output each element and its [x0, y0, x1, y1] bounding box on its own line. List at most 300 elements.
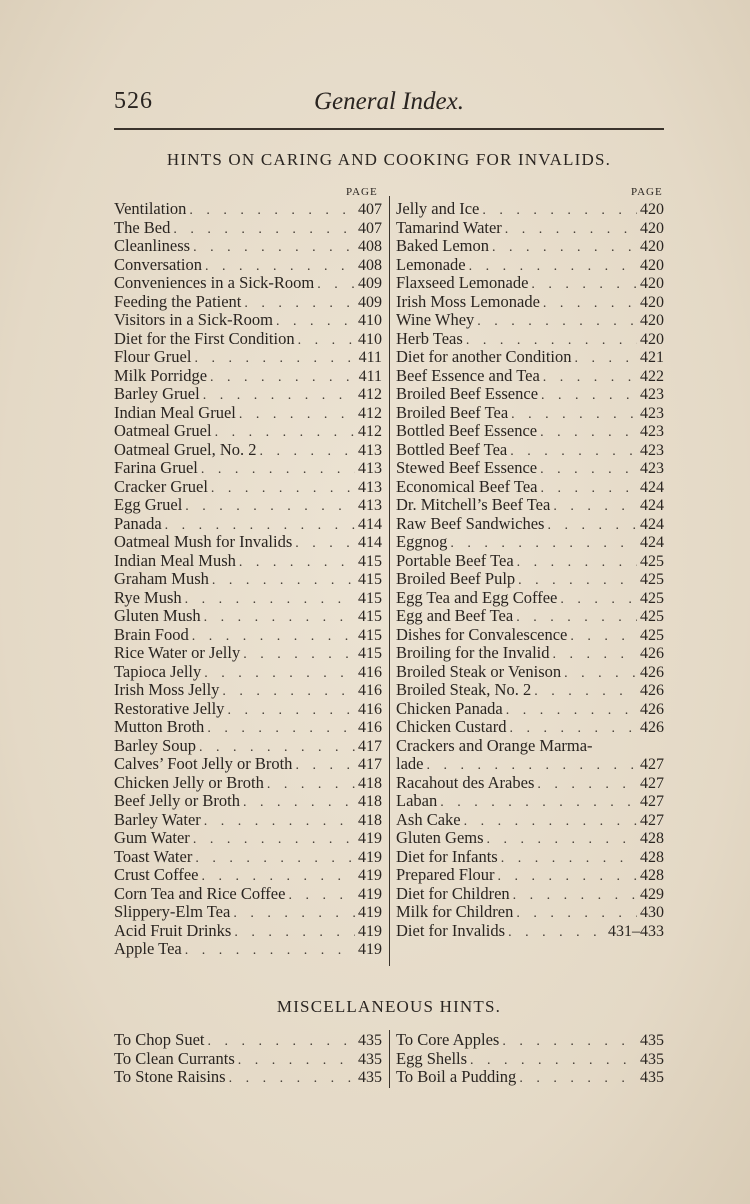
entry-page: 409: [358, 293, 382, 311]
dot-leader: [201, 461, 355, 480]
entry-title: Prepared Flour: [396, 865, 495, 884]
entry-title: Slippery-Elm Tea: [114, 902, 231, 921]
entry-page: 412: [358, 386, 382, 403]
entry-page: 420: [640, 256, 664, 274]
entry-title: Visitors in a Sick-Room: [114, 310, 273, 329]
index-entry: [396, 848, 664, 867]
entry-title: Diet for the First Condition: [114, 328, 295, 348]
index-entry: [396, 718, 664, 737]
entry-page: 412: [358, 423, 382, 440]
index-entry: [396, 1050, 664, 1069]
entry-title: Laban: [396, 791, 438, 810]
dot-leader: [553, 498, 637, 517]
entry-title: Tamarind Water: [396, 217, 502, 237]
entry-page: 416: [358, 719, 382, 736]
entry-title: Chicken Custard: [396, 717, 507, 736]
running-title: General Index.: [314, 88, 464, 115]
dot-leader: [560, 591, 637, 610]
index-entry: [114, 237, 382, 256]
index-entry: [396, 903, 664, 922]
index-entry: [114, 330, 382, 349]
entry-page: 426: [640, 719, 664, 736]
dot-leader: [298, 332, 355, 351]
entry-page: 415: [358, 589, 382, 607]
entry-title: To Boil a Pudding: [396, 1067, 517, 1086]
index-entry: [114, 256, 382, 275]
entry-title: Cleanliness: [114, 236, 191, 255]
entry-page: 411: [358, 367, 382, 385]
entry-page: 420: [640, 275, 664, 292]
index-entry: [114, 755, 382, 774]
entry-page: 435: [358, 1050, 382, 1068]
index-entry: [396, 607, 664, 626]
index-entry: [114, 533, 382, 552]
entry-title: The Bed: [114, 217, 171, 237]
entry-page: 407: [358, 219, 382, 237]
dot-leader: [288, 887, 355, 906]
index-entry: [114, 829, 382, 848]
entry-page: 435: [640, 1069, 664, 1086]
index-entry: [396, 626, 664, 645]
entry-page: 408: [358, 256, 382, 274]
index-entry: [396, 459, 664, 478]
entry-title: Chicken Jelly or Broth: [114, 772, 264, 792]
entry-title: Crackers and Orange Marma-: [396, 735, 593, 755]
entry-title: Egg Tea and Egg Coffee: [396, 587, 558, 607]
dot-leader: [553, 646, 637, 665]
dot-leader: [210, 369, 356, 388]
index-entry: [114, 1050, 382, 1069]
index-entry: [396, 478, 664, 497]
dot-leader: [519, 1070, 637, 1089]
index-entry: [396, 885, 664, 904]
index-entry: [114, 385, 382, 404]
index-entry: [396, 644, 664, 663]
entry-page: 416: [358, 700, 382, 718]
index-entry: [114, 626, 382, 645]
entry-title: Herb Teas: [396, 328, 463, 348]
section-title-hints: HINTS ON CARING AND COOKING FOR INVALIDS.: [166, 150, 612, 169]
entry-page: 420: [640, 201, 664, 218]
index-entry: [114, 1031, 382, 1050]
entry-title: Farina Gruel: [114, 458, 198, 477]
entry-title: To Core Apples: [396, 1030, 500, 1049]
dot-leader: [502, 1033, 637, 1052]
dot-leader: [239, 406, 355, 425]
dot-leader: [543, 369, 637, 388]
index-entry: [396, 552, 664, 571]
entry-page: 423: [640, 441, 664, 459]
entry-title: Egg Shells: [396, 1048, 468, 1068]
dot-leader: [487, 831, 637, 850]
entry-page: 435: [358, 1032, 382, 1049]
entry-title: Restorative Jelly: [114, 698, 225, 718]
index-entry: [114, 570, 382, 589]
dot-leader: [317, 276, 355, 295]
index-entry: [396, 256, 664, 275]
entry-title: Calves’ Foot Jelly or Broth: [114, 754, 293, 773]
entry-page: 419: [358, 867, 382, 884]
dot-leader: [227, 702, 355, 721]
entry-title: Diet for Invalids: [396, 920, 506, 940]
index-entry: [114, 811, 382, 830]
dot-leader: [204, 813, 355, 832]
dot-leader: [482, 202, 637, 221]
dot-leader: [267, 776, 355, 795]
dot-leader: [243, 646, 355, 665]
entry-title: Conveniences in a Sick-Room: [114, 273, 315, 292]
index-entry: [396, 422, 664, 441]
index-entry: [114, 515, 382, 534]
entry-title: Racahout des Arabes: [396, 772, 535, 792]
entry-title: Flour Gruel: [114, 347, 192, 366]
entry-title: Wine Whey: [396, 310, 475, 329]
index-entry: [396, 1068, 664, 1087]
entry-page: 415: [358, 626, 382, 644]
entry-title: Irish Moss Lemonade: [396, 291, 540, 311]
entry-title: Crust Coffee: [114, 865, 199, 884]
index-entry: [114, 348, 382, 367]
entry-page: 415: [358, 645, 382, 662]
dot-leader: [243, 794, 355, 813]
entry-title: Broiled Steak or Venison: [396, 661, 562, 681]
index-entry: [114, 940, 382, 959]
index-entry: [114, 552, 382, 571]
entry-page: 423: [640, 386, 664, 403]
entry-page: 428: [640, 830, 664, 847]
index-entry: [114, 718, 382, 737]
dot-leader: [540, 424, 637, 443]
dot-leader: [540, 480, 637, 499]
index-entry: [114, 866, 382, 885]
entry-title: To Stone Raisins: [114, 1067, 226, 1086]
entry-title: Brain Food: [114, 624, 189, 644]
dot-leader: [212, 572, 355, 591]
dot-leader: [189, 202, 355, 221]
entry-title: Lemonade: [396, 254, 466, 274]
entry-page: 427: [640, 756, 664, 773]
index-entry: [114, 774, 382, 793]
header-rule: [114, 128, 664, 130]
entry-title: Baked Lemon: [396, 236, 490, 255]
index-entry: [396, 274, 664, 293]
entry-page: 422: [640, 367, 664, 385]
entry-page: 414: [358, 534, 382, 551]
misc-left-column: [114, 1031, 382, 1087]
entry-title: Economical Beef Tea: [396, 476, 538, 496]
dot-leader: [211, 480, 355, 499]
column-divider: [389, 1030, 390, 1088]
entry-page: 429: [640, 885, 664, 903]
index-entry: [114, 922, 382, 941]
entry-page: 419: [358, 941, 382, 958]
entry-title: Beef Essence and Tea: [396, 365, 540, 385]
index-entry: [396, 755, 664, 774]
entry-title: Ventilation: [114, 199, 187, 218]
index-entry: [396, 367, 664, 386]
dot-leader: [194, 350, 355, 369]
index-entry: [396, 589, 664, 608]
page-column-header-right: PAGE: [631, 186, 663, 198]
dot-leader: [541, 387, 637, 406]
entry-page: 426: [640, 645, 664, 662]
index-entry: [114, 903, 382, 922]
entry-title: Diet for Children: [396, 883, 510, 903]
dot-leader: [506, 702, 637, 721]
index-entry: [396, 404, 664, 423]
entry-page: 419: [358, 830, 382, 847]
entry-page: 426: [640, 682, 664, 699]
entry-page: 423: [640, 460, 664, 477]
dot-leader: [239, 554, 355, 573]
entry-page: 413: [358, 478, 382, 496]
entry-page: 420: [640, 312, 664, 329]
entry-title: Corn Tea and Rice Coffee: [114, 883, 286, 903]
index-entry: [396, 385, 664, 404]
entry-title: Milk Porridge: [114, 365, 208, 385]
index-entry: [396, 792, 664, 811]
entry-title: Stewed Beef Essence: [396, 458, 538, 477]
index-entry: [396, 200, 664, 219]
entry-title: Milk for Children: [396, 902, 514, 921]
index-entry: [396, 330, 664, 349]
index-entry: [396, 774, 664, 793]
index-entry: [396, 811, 664, 830]
entry-page: 420: [640, 293, 664, 311]
index-entry: [114, 607, 382, 626]
entry-page: 409: [358, 275, 382, 292]
dot-leader: [229, 1070, 355, 1089]
entry-page: 415: [358, 608, 382, 625]
hints-left-column: [114, 200, 382, 959]
hints-right-column: [396, 200, 664, 940]
entry-title: Broiled Beef Essence: [396, 384, 539, 403]
index-entry: [396, 570, 664, 589]
entry-page: 419: [358, 922, 382, 940]
index-entry: [396, 866, 664, 885]
entry-page: 426: [640, 663, 664, 681]
entry-title: Barley Gruel: [114, 384, 200, 403]
dot-leader: [531, 276, 637, 295]
entry-page: 431–433: [608, 922, 664, 940]
entry-title: Graham Mush: [114, 569, 209, 588]
entry-title: Broiled Beef Tea: [396, 402, 509, 422]
entry-title: Raw Beef Sandwiches: [396, 513, 545, 533]
entry-page: 427: [640, 774, 664, 792]
dot-leader: [222, 683, 355, 702]
dot-leader: [498, 868, 637, 887]
dot-leader: [204, 665, 355, 684]
entry-page: 411: [358, 349, 382, 366]
entry-title: Barley Soup: [114, 735, 197, 755]
index-entry: [114, 681, 382, 700]
dot-leader: [260, 443, 356, 462]
dot-leader: [185, 591, 355, 610]
entry-page: 424: [640, 534, 664, 551]
entry-title: lade: [396, 754, 424, 773]
dot-leader: [204, 609, 355, 628]
entry-title: Bottled Beef Tea: [396, 439, 508, 459]
entry-title: Indian Meal Mush: [114, 550, 236, 570]
index-entry: [396, 496, 664, 515]
entry-page: 418: [358, 774, 382, 792]
entry-page: 415: [358, 552, 382, 570]
entry-title: Egg and Beef Tea: [396, 606, 514, 625]
dot-leader: [547, 517, 637, 536]
index-entry: [114, 737, 382, 756]
index-entry: [114, 848, 382, 867]
index-entry: [114, 459, 382, 478]
entry-page: 419: [358, 904, 382, 921]
entry-page: 417: [358, 737, 382, 755]
index-entry: [396, 737, 664, 756]
entry-page: 430: [640, 904, 664, 921]
entry-page: 428: [640, 867, 664, 884]
dot-leader: [537, 776, 637, 795]
entry-title: Broiled Beef Pulp: [396, 569, 516, 588]
entry-title: Jelly and Ice: [396, 199, 480, 218]
entry-page: 435: [358, 1069, 382, 1086]
dot-leader: [195, 850, 355, 869]
entry-page: 427: [640, 793, 664, 810]
entry-title: Oatmeal Gruel, No. 2: [114, 439, 257, 459]
dot-leader: [513, 887, 637, 906]
entry-title: Oatmeal Mush for Invalids: [114, 532, 293, 551]
entry-title: Beef Jelly or Broth: [114, 791, 241, 810]
index-entry: [396, 663, 664, 682]
entry-title: Egg Gruel: [114, 495, 183, 514]
entry-page: 425: [640, 608, 664, 625]
entry-title: Toast Water: [114, 846, 193, 866]
entry-title: Diet for Infants: [396, 846, 498, 866]
entry-page: 425: [640, 571, 664, 588]
index-entry: [114, 219, 382, 238]
page-header: [114, 88, 664, 124]
index-entry: [114, 311, 382, 330]
entry-page: 428: [640, 848, 664, 866]
dot-leader: [207, 720, 355, 739]
index-entry: [396, 311, 664, 330]
dot-leader: [440, 794, 637, 813]
dot-leader: [570, 628, 637, 647]
dot-leader: [233, 905, 355, 924]
index-entry: [114, 644, 382, 663]
dot-leader: [564, 665, 637, 684]
dot-leader: [517, 554, 637, 573]
section-title-misc: MISCELLANEOUS HINTS.: [276, 997, 502, 1016]
entry-page: 416: [358, 663, 382, 681]
entry-title: Diet for another Condition: [396, 347, 572, 366]
dot-leader: [508, 924, 605, 943]
entry-page: 427: [640, 811, 664, 829]
dot-leader: [575, 350, 637, 369]
entry-title: Broiling for the Invalid: [396, 643, 550, 662]
entry-page: 435: [640, 1032, 664, 1049]
dot-leader: [185, 942, 355, 961]
entry-page: 426: [640, 700, 664, 718]
entry-title: Rye Mush: [114, 587, 182, 607]
entry-page: 423: [640, 423, 664, 440]
dot-leader: [295, 535, 355, 554]
entry-title: Eggnog: [396, 532, 448, 551]
entry-title: Rice Water or Jelly: [114, 643, 241, 662]
index-entry: [114, 200, 382, 219]
entry-page: 418: [358, 793, 382, 810]
entry-title: To Chop Suet: [114, 1030, 205, 1049]
index-entry: [396, 515, 664, 534]
entry-page: 419: [358, 848, 382, 866]
index-entry: [114, 496, 382, 515]
entry-page: 423: [640, 404, 664, 422]
entry-page: 417: [358, 756, 382, 773]
dot-leader: [501, 850, 637, 869]
index-entry: [396, 1031, 664, 1050]
entry-page: 407: [358, 201, 382, 218]
entry-title: Oatmeal Gruel: [114, 421, 212, 440]
entry-title: Acid Fruit Drinks: [114, 920, 232, 940]
entry-page: 435: [640, 1050, 664, 1068]
entry-page: 408: [358, 238, 382, 255]
entry-page: 425: [640, 626, 664, 644]
entry-title: Ash Cake: [396, 809, 461, 829]
dot-leader: [505, 221, 637, 240]
entry-page: 413: [358, 460, 382, 477]
dot-leader: [193, 239, 355, 258]
entry-page: 424: [640, 515, 664, 533]
index-entry: [114, 404, 382, 423]
entry-page: 420: [640, 330, 664, 348]
index-entry: [114, 663, 382, 682]
entry-page: 418: [358, 811, 382, 829]
entry-page: 413: [358, 441, 382, 459]
entry-page: 421: [640, 349, 664, 366]
index-entry: [114, 367, 382, 386]
entry-page: 420: [640, 219, 664, 237]
entry-page: 424: [640, 497, 664, 514]
dot-leader: [173, 221, 355, 240]
entry-page: 412: [358, 404, 382, 422]
entry-title: Barley Water: [114, 809, 201, 829]
entry-title: Feeding the Patient: [114, 291, 242, 311]
index-entry: [396, 829, 664, 848]
dot-leader: [464, 813, 637, 832]
index-entry: [114, 792, 382, 811]
entry-title: Dishes for Convalescence: [396, 624, 568, 644]
entry-title: Bottled Beef Essence: [396, 421, 538, 440]
index-entry: [396, 700, 664, 719]
misc-right-column: [396, 1031, 664, 1087]
entry-title: Gluten Gems: [396, 828, 484, 847]
entry-page: 420: [640, 238, 664, 255]
entry-title: Mutton Broth: [114, 717, 205, 736]
entry-page: 414: [358, 515, 382, 533]
entry-title: Tapioca Jelly: [114, 661, 202, 681]
column-divider: [389, 196, 390, 966]
index-entry: [396, 237, 664, 256]
index-entry: [396, 293, 664, 312]
index-entry: [114, 274, 382, 293]
entry-title: Gluten Mush: [114, 606, 201, 625]
entry-title: Dr. Mitchell’s Beef Tea: [396, 495, 551, 514]
entry-page: 415: [358, 571, 382, 588]
entry-page: 424: [640, 478, 664, 496]
dot-leader: [534, 683, 637, 702]
dot-leader: [295, 757, 355, 776]
dot-leader: [193, 831, 355, 850]
dot-leader: [540, 461, 637, 480]
index-entry: [396, 681, 664, 700]
page-number: 526: [114, 88, 153, 114]
